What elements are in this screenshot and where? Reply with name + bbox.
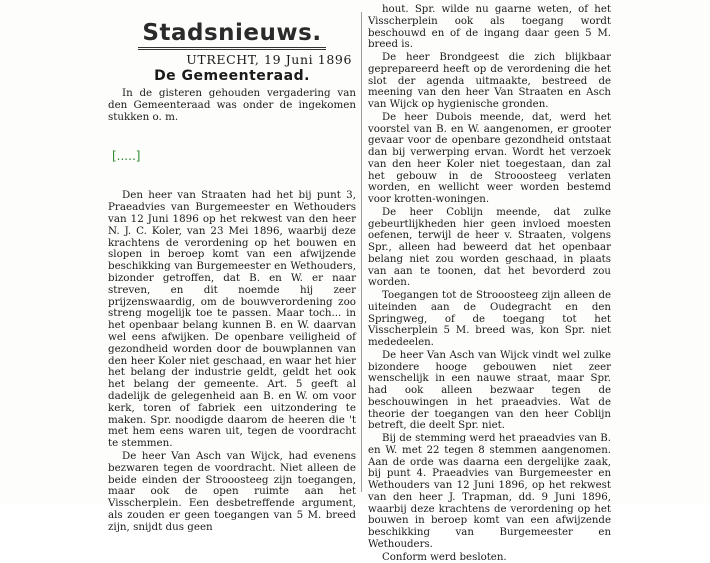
intro-paragraph: In de gisteren gehouden vergadering van den Gemeenteraad was onder de ingekomen stukken o. m. bbox=[108, 88, 356, 123]
omission-marker: [.....] bbox=[112, 149, 356, 163]
closing-line: Conform werd besloten. bbox=[368, 552, 611, 563]
paragraph-coblijn: De heer Coblijn meende, dat zulke gebeurtlijkheden hier geen invloed moesten oefenen, terwijl de heer v. Straaten, volgens Spr., alleen had beweerd dat het openbaar belang niet zou worden geschaad, in plaats van aan te toonen, dat het bevorderd zou worden. bbox=[368, 207, 611, 289]
paragraph-van-asch-2: De heer Van Asch van Wijck vindt wel zulke bizondere hooge gebouwen niet zeer wenschelijk in een nauwe straat, maar Spr. had ook alleen bezwaar tegen de beschouwingen in het praeadvies. Wat de theorie der toegangen van den heer Coblijn betreft, die deelt Spr. niet. bbox=[368, 350, 611, 432]
right-column bbox=[368, 0, 611, 504]
paragraph-dubois: De heer Dubois meende, dat, werd het voorstel van B. en W. aangenomen, er grooter gevaar voor de openbare gezondheid ontstaat dan bij verwerping ervan. Wordt het verzoek van den heer Koler niet toegestaan, dan zal het gebouw in de Strooosteeg verlaten worden, en wellicht weer worden bestemd voor krotten-woningen. bbox=[368, 112, 611, 206]
paragraph-toegangen: Toegangen tot de Strooosteeg zijn alleen de uiteinden aan de Oudegracht en den Springweg, of de toegang tot het Visscherplein 5 M. breed was, kon Spr. niet mededeelen. bbox=[368, 290, 611, 349]
article-subhead: De Gemeenteraad. bbox=[108, 68, 356, 84]
paragraph-van-asch-1: De heer Van Asch van Wijck, had evenens bezwaren tegen de voordracht. Niet alleen de beide einden der Strooosteeg zijn toegangen, maar ook de open ruimte aan het Visscherplein. Een desbetreffende argument, als zouden er geen toegangen van 5 M. breed zijn, snijdt dus geen bbox=[108, 451, 356, 534]
left-column bbox=[108, 0, 356, 504]
masthead: Stadsnieuws. bbox=[138, 20, 325, 50]
paragraph-brondgeest: De heer Brondgeest die zich blijkbaar geprepareerd heeft op de verordening die het slot der agenda uitmaakte, bestreed de meening van den heer Van Straaten en Asch van Wijck op hygienische gronden. bbox=[368, 52, 611, 111]
column-rule bbox=[361, 12, 362, 492]
paragraph-van-straaten: Den heer van Straaten had het bij punt 3, Praeadvies van Burgemeester en Wethouders van 12 Juni 1896 op het rekwest van den heer N. J. C. Koler, van 23 Mei 1896, waarbij deze krachtens de verordening op het bouwen en slopen in beroep komt van een afwijzende beschikking van Burgemeester en Wethouders, bizonder getroffen, dat B. en W. er naar streven, en dit noemde hij zeer prijzenswaardig, om de bouwverordening zoo streng mogelijk toe te passen. Maar toch... in het openbaar belang kunnen B. en W. daarvan wel eens afwijken. De openbare veiligheid of gezondheid worden door de bouwplannen van den heer Koler niet geschaad, en waar het hier het belang der industrie geldt, geldt het ook het belang der gemeente. Art. 5 geeft al dadelijk de gelegenheid aan B. en W. om voor kerk, toren of fabriek een uitzondering te maken. Spr. noodigde daarom de heeren die 't met hem eens waren uit, tegen de voordracht te stemmen. bbox=[108, 190, 356, 450]
paragraph-continuation: hout. Spr. wilde nu gaarne weten, of het Visscherplein ook als toegang wordt beschouwd en of de ingang daar geen 5 M. breed is. bbox=[368, 4, 611, 51]
paragraph-stemming: Bij de stemming werd het praeadvies van B. en W. met 22 tegen 8 stemmen aangenomen. Aan de orde was daarna een dergelijke zaak, bij punt 4. Praeadvies van Burgemeester en Wethouders van 12 Juni 1896, op het rekwest van den heer J. Trapman, dd. 9 Juni 1896, waarbij deze krachtens de verordening op het bouwen in beroep komt van een afwijzende beschikking van Burgemeester en Wethouders. bbox=[368, 433, 611, 551]
right-text bbox=[368, 4, 611, 563]
dateline: UTRECHT, 19 Juni 1896 bbox=[108, 52, 356, 67]
masthead-wrap bbox=[108, 20, 356, 50]
